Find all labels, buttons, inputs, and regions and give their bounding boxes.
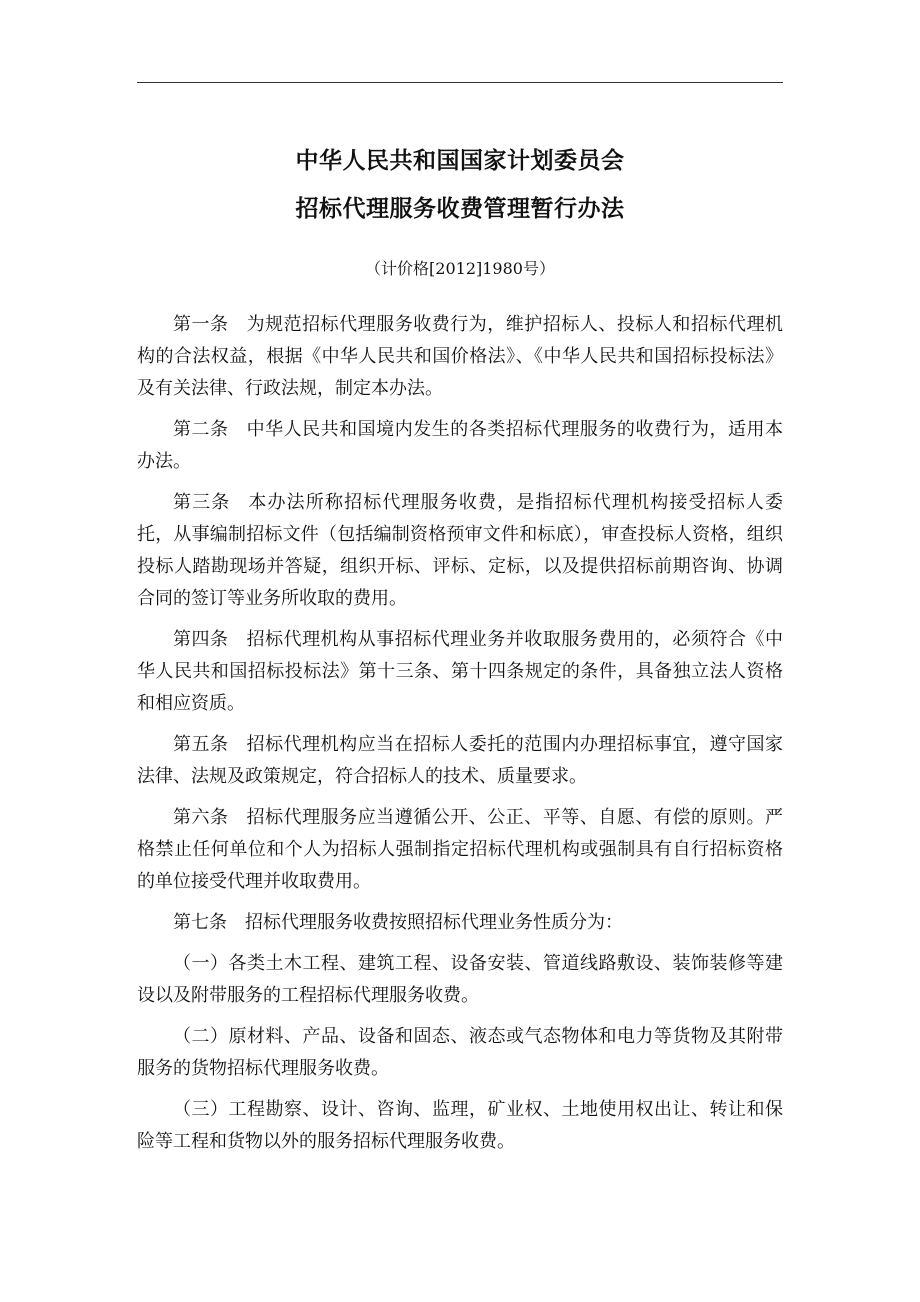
document-title-line-1: 中华人民共和国国家计划委员会: [295, 147, 625, 174]
article-5: [137, 729, 783, 793]
list-item-2: （二）原材料、产品、设备和固态、液态或气态物体和电力等货物及其附带服务的货物招标代理服务收费。: [137, 1026, 783, 1079]
article-7: [137, 907, 783, 939]
article-3: [137, 487, 783, 615]
article-label: 第六条: [173, 807, 229, 828]
article-text: 招标代理服务收费按照招标代理业务性质分为：: [245, 912, 623, 933]
list-item-3: （三）工程勘察、设计、咨询、监理，矿业权、土地使用权出让、转让和保险等工程和货物以外的服务招标代理服务收费。: [137, 1099, 783, 1152]
article-text: 招标代理机构应当在招标人委托的范围内办理招标事宜，遵守国家法律、法规及政策规定，符合招标人的技术、质量要求。: [137, 734, 784, 787]
article-label: 第二条: [173, 419, 229, 440]
article-label: 第七条: [173, 912, 227, 933]
article-label: 第三条: [173, 492, 231, 513]
article-label: 第一条: [173, 314, 229, 335]
article-4: [137, 624, 783, 720]
article-text: 为规范招标代理服务收费行为，维护招标人、投标人和招标代理机构的合法权益，根据《中华人民共和国价格法》、《中华人民共和国招标投标法》及有关法律、行政法规，制定本办法。: [137, 314, 784, 399]
document-body: [137, 309, 783, 1167]
article-text: 招标代理服务应当遵循公开、公正、平等、自愿、有偿的原则。严格禁止任何单位和个人为招标人强制指定招标代理机构或强制具有自行招标资格的单位接受代理并收取费用。: [137, 807, 784, 892]
article-text: 本办法所称招标代理服务收费，是指招标代理机构接受招标人委托，从事编制招标文件（包括编制资格预审文件和标底），审查投标人资格，组织投标人踏勘现场并答疑，组织开标、评标、定标，以及提供招标前期咨询、协调合同的签订等业务所收取的费用。: [137, 492, 784, 609]
document-title-line-2: 招标代理服务收费管理暂行办法: [295, 195, 625, 222]
article-1: [137, 309, 783, 405]
article-6: [137, 802, 783, 898]
header-rule: [137, 82, 783, 83]
article-text: 中华人民共和国境内发生的各类招标代理服务的收费行为，适用本办法。: [137, 419, 784, 472]
list-item-1: （一）各类土木工程、建筑工程、设备安装、管道线路敷设、装饰装修等建设以及附带服务的工程招标代理服务收费。: [137, 953, 783, 1006]
article-2: [137, 414, 783, 478]
article-label: 第四条: [173, 629, 229, 650]
document-number: （计价格[2012]1980号）: [365, 259, 555, 278]
article-label: 第五条: [173, 734, 229, 755]
article-text: 招标代理机构从事招标代理业务并收取服务费用的，必须符合《中华人民共和国招标投标法》第十三条、第十四条规定的条件，具备独立法人资格和相应资质。: [137, 629, 784, 714]
